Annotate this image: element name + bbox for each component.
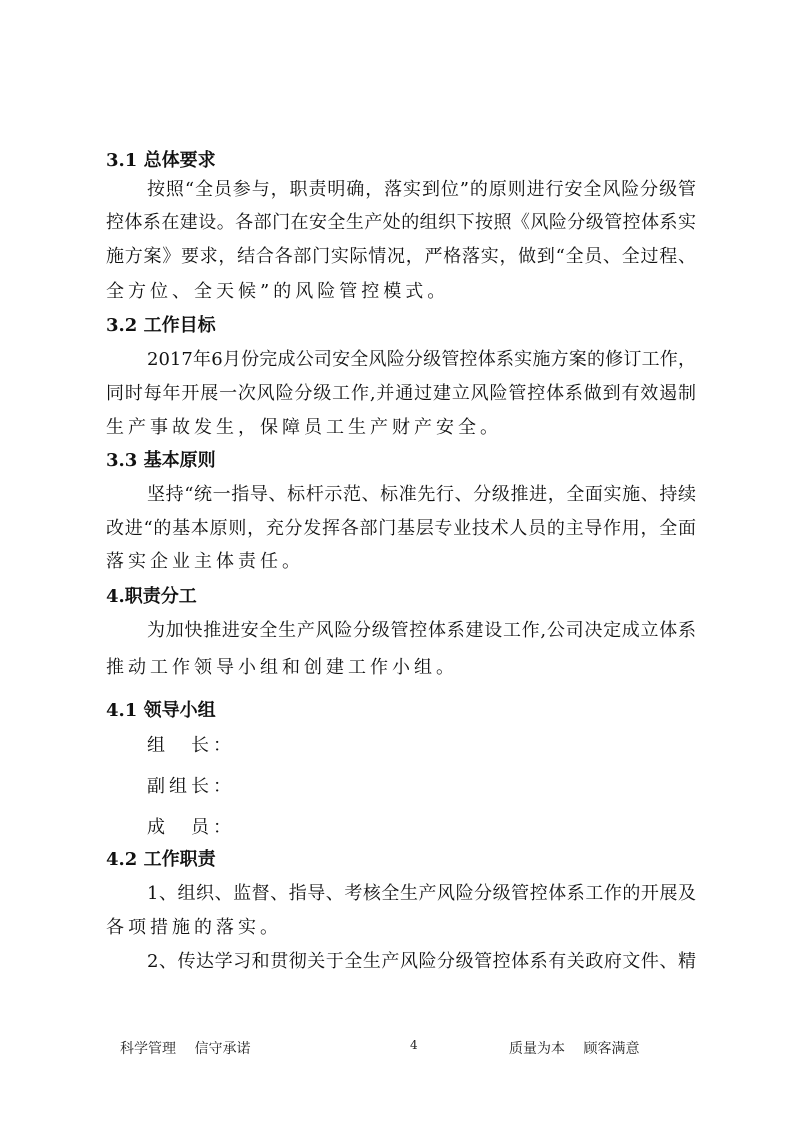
heading-3-3: 3.3 基本原则 <box>106 450 216 471</box>
footer-left-motto: 科学管理 信守承诺 <box>120 1041 251 1057</box>
heading-4-1: 4.1 领导小组 <box>106 700 216 721</box>
paragraph-line: 落实企业主体责任。 <box>106 551 304 572</box>
paragraph-line: 坚持“统一指导、标杆示范、标准先行、分级推进，全面实施、持续 <box>147 484 696 505</box>
paragraph-line: 控体系在建设。各部门在安全生产处的组织下按照《风险分级管控体系实 <box>106 212 696 233</box>
paragraph-line: 各项措施的落实。 <box>106 917 282 938</box>
paragraph-line: 按照“全员参与，职责明确，落实到位”的原则进行安全风险分级管 <box>147 179 696 200</box>
paragraph-line: 施方案》要求，结合各部门实际情况，严格落实，做到“全员、全过程、 <box>106 246 696 267</box>
members-label: 成 员： <box>147 817 235 838</box>
paragraph-line: 生产事故发生，保障员工生产财产安全。 <box>106 417 502 438</box>
team-leader-label: 组 长： <box>147 735 235 756</box>
paragraph-line: 为加快推进安全生产风险分级管控体系建设工作,公司决定成立体系 <box>147 620 696 641</box>
paragraph-line: 2017年6月份完成公司安全风险分级管控体系实施方案的修订工作， <box>147 349 696 370</box>
paragraph-line: 全方位、全天候”的风险管控模式。 <box>106 281 450 302</box>
page-number: 4 <box>410 1038 418 1052</box>
paragraph-line: 2、传达学习和贯彻关于全生产风险分级管控体系有关政府文件、精 <box>147 951 696 972</box>
paragraph-line: 同时每年开展一次风险分级工作,并通过建立风险管控体系做到有效遏制 <box>106 383 696 404</box>
footer-right-motto: 质量为本 顾客满意 <box>509 1041 640 1057</box>
paragraph-line: 推动工作领导小组和创建工作小组。 <box>106 657 458 678</box>
heading-3-1: 3.1 总体要求 <box>106 150 216 171</box>
paragraph-line: 改进“的基本原则，充分发挥各部门基层专业技术人员的主导作用，全面 <box>106 518 696 539</box>
heading-4-2: 4.2 工作职责 <box>106 849 216 870</box>
heading-4: 4.职责分工 <box>106 586 197 607</box>
heading-3-2: 3.2 工作目标 <box>106 315 216 336</box>
deputy-leader-label: 副组长： <box>147 776 235 797</box>
paragraph-line: 1、组织、监督、指导、考核全生产风险分级管控体系工作的开展及 <box>147 883 696 904</box>
